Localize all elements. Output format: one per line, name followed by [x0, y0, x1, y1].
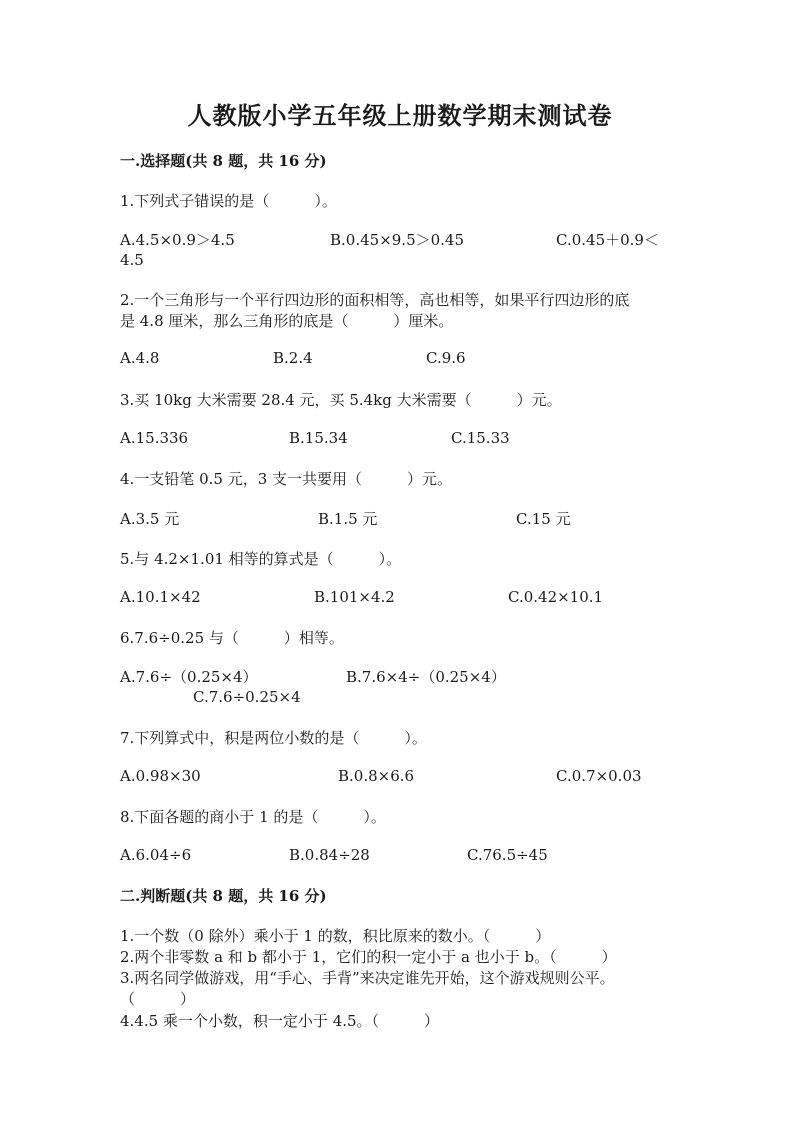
question-8: 8.下面各题的商小于 1 的是（ ）。 — [120, 808, 386, 826]
judge-question-2: 2.两个非零数 a 和 b 都小于 1，它们的积一定小于 a 也小于 b。（ ） — [120, 948, 617, 966]
q7-option-a: A.0.98×30 — [120, 767, 201, 785]
q2-option-b: B.2.4 — [273, 349, 313, 367]
judge-question-3-blank: （ ） — [120, 990, 196, 1008]
q5-option-a: A.10.1×42 — [120, 588, 201, 606]
question-5: 5.与 4.2×1.01 相等的算式是（ ）。 — [120, 550, 402, 568]
q4-option-a: A.3.5 元 — [120, 510, 180, 528]
section-1-heading: 一.选择题(共 8 题，共 16 分) — [120, 152, 327, 170]
q5-option-b: B.101×4.2 — [314, 588, 395, 606]
question-2: 2.一个三角形与一个平行四边形的面积相等，高也相等，如果平行四边形的底 — [120, 291, 630, 309]
q1-option-b: B.0.45×9.5＞0.45 — [330, 231, 465, 249]
q8-option-a: A.6.04÷6 — [120, 846, 192, 864]
judge-question-4: 4.4.5 乘一个小数，积一定小于 4.5。（ ） — [120, 1012, 440, 1030]
question-7: 7.下列算式中，积是两位小数的是（ ）。 — [120, 729, 427, 747]
q1-option-a: A.4.5×0.9＞4.5 — [120, 231, 235, 249]
q4-option-c: C.15 元 — [516, 510, 571, 528]
q2-option-a: A.4.8 — [120, 349, 160, 367]
judge-question-1: 1.一个数（0 除外）乘小于 1 的数，积比原来的数小。（ ） — [120, 927, 551, 945]
section-2-heading: 二.判断题(共 8 题，共 16 分) — [120, 887, 327, 905]
q3-option-a: A.15.336 — [120, 429, 189, 447]
q6-option-c: C.7.6÷0.25×4 — [193, 688, 301, 706]
question-3: 3.买 10kg 大米需要 28.4 元，买 5.4kg 大米需要（ ）元。 — [120, 391, 562, 409]
q7-option-c: C.0.7×0.03 — [556, 767, 642, 785]
question-1: 1.下列式子错误的是（ ）。 — [120, 192, 337, 210]
question-4: 4.一支铅笔 0.5 元，3 支一共要用（ ）元。 — [120, 470, 453, 488]
q1-option-c: C.0.45＋0.9＜ — [556, 231, 659, 249]
judge-question-3: 3.两名同学做游戏，用“手心、手背”来决定谁先开始，这个游戏规则公平。 — [120, 969, 615, 987]
q1-option-c-wrap: 4.5 — [120, 251, 144, 269]
q6-option-b: B.7.6×4÷（0.25×4） — [346, 668, 506, 686]
q8-option-c: C.76.5÷45 — [467, 846, 548, 864]
question-6: 6.7.6÷0.25 与（ ）相等。 — [120, 629, 344, 647]
q5-option-c: C.0.42×10.1 — [508, 588, 604, 606]
q2-option-c: C.9.6 — [426, 349, 466, 367]
q8-option-b: B.0.84÷28 — [289, 846, 370, 864]
q7-option-b: B.0.8×6.6 — [338, 767, 415, 785]
q6-option-a: A.7.6÷（0.25×4） — [120, 668, 258, 686]
q4-option-b: B.1.5 元 — [318, 510, 378, 528]
q3-option-c: C.15.33 — [451, 429, 510, 447]
exam-title: 人教版小学五年级上册数学期末测试卷 — [187, 101, 613, 130]
q3-option-b: B.15.34 — [289, 429, 348, 447]
question-2-line-2: 是 4.8 厘米，那么三角形的底是（ ）厘米。 — [120, 312, 454, 330]
